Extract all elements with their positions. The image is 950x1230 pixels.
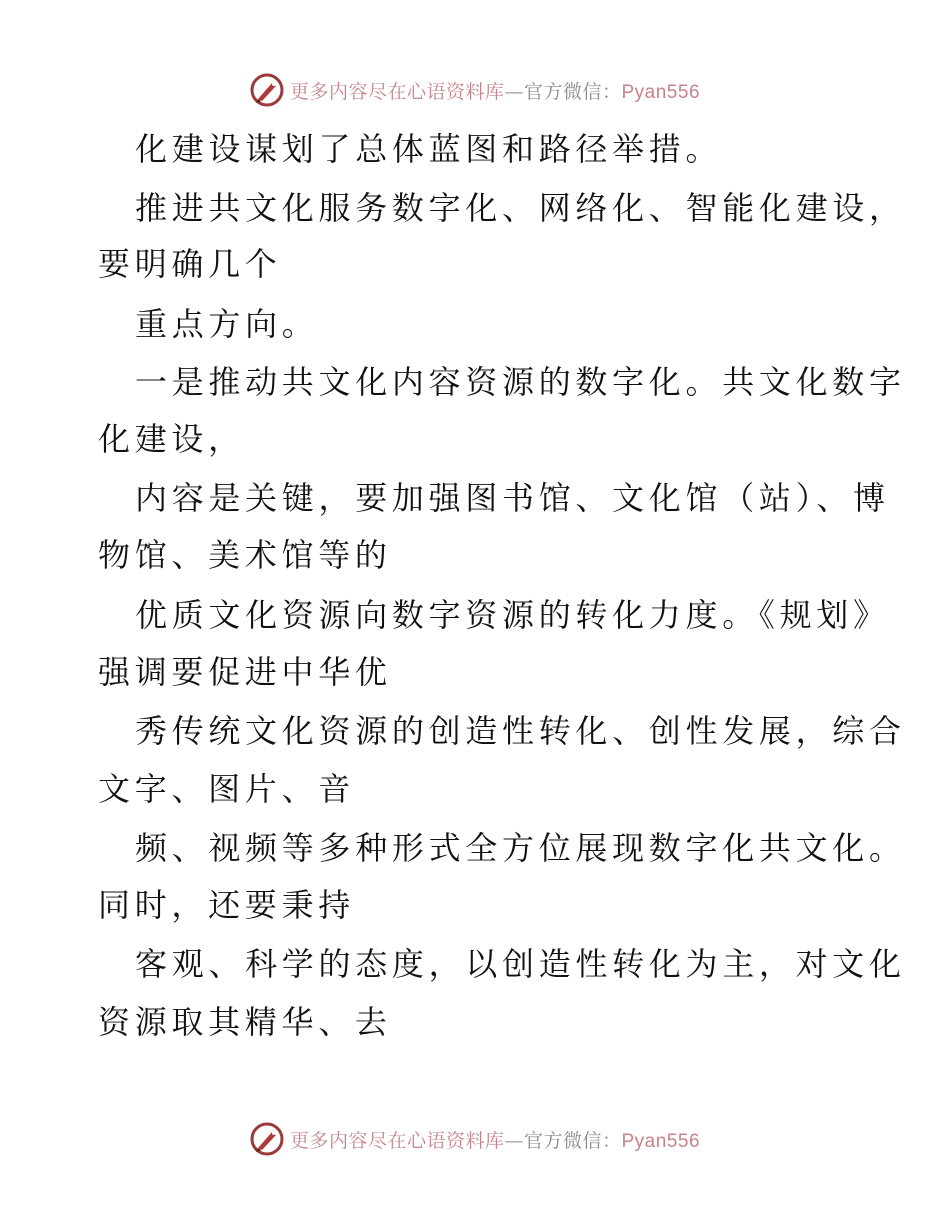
banner-wechat-id: Pyan556 xyxy=(621,81,701,103)
banner-wechat-id: Pyan556 xyxy=(621,1130,701,1152)
banner-text xyxy=(290,1126,700,1153)
banner-main-text: 更多内容尽在心语资料库 xyxy=(289,1129,505,1152)
banner-wechat-label: 官方微信： xyxy=(523,80,622,103)
text-line: 化建设， xyxy=(98,420,245,458)
text-line: 文字、图片、音 xyxy=(98,770,355,808)
text-line: 强调要促进中华优 xyxy=(98,653,392,691)
banner-dash: — xyxy=(504,1129,524,1152)
text-line: 一是推动共文化内容资源的数字化。共文化数字 xyxy=(135,363,906,401)
banner-wechat-label: 官方微信： xyxy=(523,1129,622,1152)
text-line: 频、视频等多种形式全方位展现数字化共文化。 xyxy=(135,829,906,867)
banner-main-text: 更多内容尽在心语资料库 xyxy=(289,80,505,103)
text-line: 资源取其精华、去 xyxy=(98,1003,392,1041)
banner-dash: — xyxy=(504,80,524,103)
text-line: 内容是关键，要加强图书馆、文化馆（站）、博 xyxy=(135,479,890,517)
footer-watermark-banner xyxy=(0,1117,950,1161)
text-line: 要明确几个 xyxy=(98,245,282,283)
text-line: 同时，还要秉持 xyxy=(98,886,355,924)
text-line: 推进共文化服务数字化、网络化、智能化建设， xyxy=(135,189,906,227)
pen-logo-icon xyxy=(250,1122,284,1156)
text-line: 客观、科学的态度，以创造性转化为主，对文化 xyxy=(135,945,906,983)
text-line: 重点方向。 xyxy=(135,305,319,343)
text-line: 秀传统文化资源的创造性转化、创性发展，综合 xyxy=(135,712,906,750)
text-line: 优质文化资源向数字资源的转化力度。《规划》 xyxy=(135,596,890,634)
text-line: 物馆、美术馆等的 xyxy=(98,536,392,574)
text-line: 化建设谋划了总体蓝图和路径举措。 xyxy=(135,130,723,168)
